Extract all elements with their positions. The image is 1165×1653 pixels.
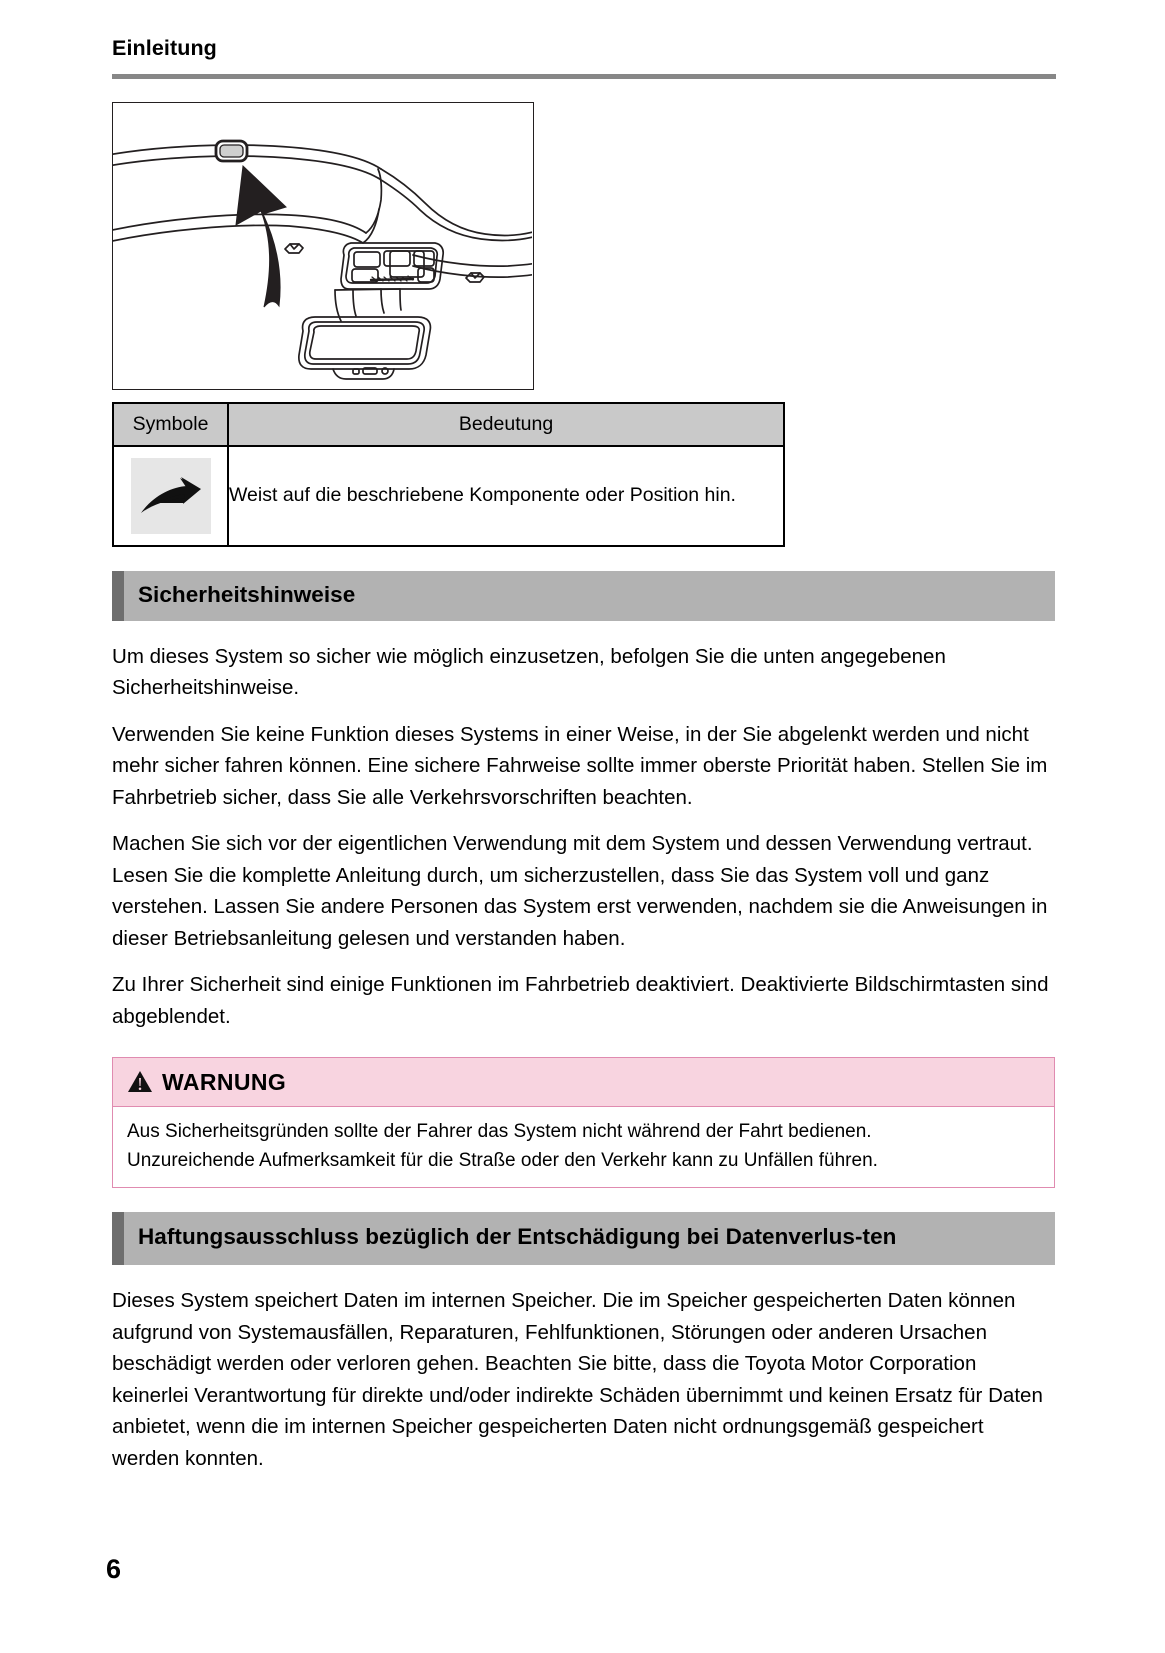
- page-title: Einleitung: [112, 36, 217, 60]
- curved-arrow-glyph: [140, 476, 202, 516]
- callout-button-shape: [216, 141, 247, 161]
- column-header-symbole: Symbole: [113, 403, 228, 446]
- page-number: 6: [106, 1554, 122, 1584]
- symbol-legend-table: [112, 402, 785, 547]
- warning-header: [113, 1058, 1054, 1107]
- paragraph: Dieses System speichert Daten im internen Speicher. Die im Speicher gespeicherten Daten können aufgrund von Systemausfällen, Reparaturen, Fehlfunktionen, Störungen oder anderen Ursachen beschädigt werden oder verloren gehen. Beachten Sie bitte, dass die Toyota Motor Corporation keinerlei Verantwortung für direkte und/oder indirekte Schäden übernimmt und keinen Ersatz für Daten anbietet, wenn die im internen Speicher gespeicherten Daten nicht ordnungsgemäß gespeichert werden konnten.: [112, 1289, 1043, 1470]
- section-heading-sicherheitshinweise: [112, 571, 1055, 621]
- symbol-cell: [113, 446, 228, 546]
- car-overhead-console-drawing: [113, 103, 532, 388]
- warning-title: WARNUNG: [162, 1068, 287, 1095]
- paragraph: Um dieses System so sicher wie möglich einzusetzen, befolgen Sie die unten angegebenen Sicherheitshinweise.: [112, 644, 946, 700]
- header-divider: [112, 74, 1056, 79]
- paragraph: Zu Ihrer Sicherheit sind einige Funktionen im Fahrbetrieb deaktiviert. Deaktivierte Bildschirmtasten sind abgeblendet.: [112, 973, 1049, 1028]
- curved-arrow-icon: [131, 458, 211, 534]
- section-title: Sicherheitshinweise: [138, 581, 356, 607]
- table-header-row: [113, 403, 784, 446]
- table-row: [113, 446, 784, 546]
- running-head: [112, 0, 1055, 79]
- section-accent-bar: [112, 571, 124, 621]
- section-title: Haftungsausschluss bezüglich der Entschädigung bei Datenverlus-ten: [138, 1224, 897, 1250]
- column-header-bedeutung: Bedeutung: [228, 403, 784, 446]
- paragraph: Machen Sie sich vor der eigentlichen Verwendung mit dem System und dessen Verwendung vertraut. Lesen Sie die komplette Anleitung durch, um sicherzustellen, dass Sie das System voll und ganz verstehen. Lassen Sie andere Personen das System erst verwenden, nachdem sie die Anweisungen in dieser Betriebsanleitung gelesen und verstanden haben.: [112, 832, 1048, 950]
- paragraph: Verwenden Sie keine Funktion dieses Systems in einer Weise, in der Sie abgelenkt werden und nicht mehr sicher fahren können. Eine sichere Fahrweise sollte immer oberste Priorität haben. Stellen Sie im Fahrbetrieb sicher, dass Sie alle Verkehrsvorschriften beachten.: [112, 722, 1048, 809]
- overhead-console-illustration: [112, 102, 534, 390]
- pointer-arrow-icon: [236, 166, 286, 307]
- section-accent-bar: [112, 1212, 124, 1265]
- warning-body: [113, 1107, 1054, 1187]
- meaning-cell: Weist auf die beschriebene Komponente oder Position hin.: [228, 446, 784, 546]
- warning-box: [112, 1057, 1055, 1188]
- warning-triangle-icon: [127, 1070, 153, 1094]
- warning-line: Unzureichende Aufmerksamkeit für die Straße oder den Verkehr kann zu Unfällen führen.: [127, 1150, 878, 1172]
- warning-line: Aus Sicherheitsgründen sollte der Fahrer das System nicht während der Fahrt bedienen.: [127, 1121, 872, 1143]
- section-heading-haftungsausschluss: [112, 1212, 1055, 1265]
